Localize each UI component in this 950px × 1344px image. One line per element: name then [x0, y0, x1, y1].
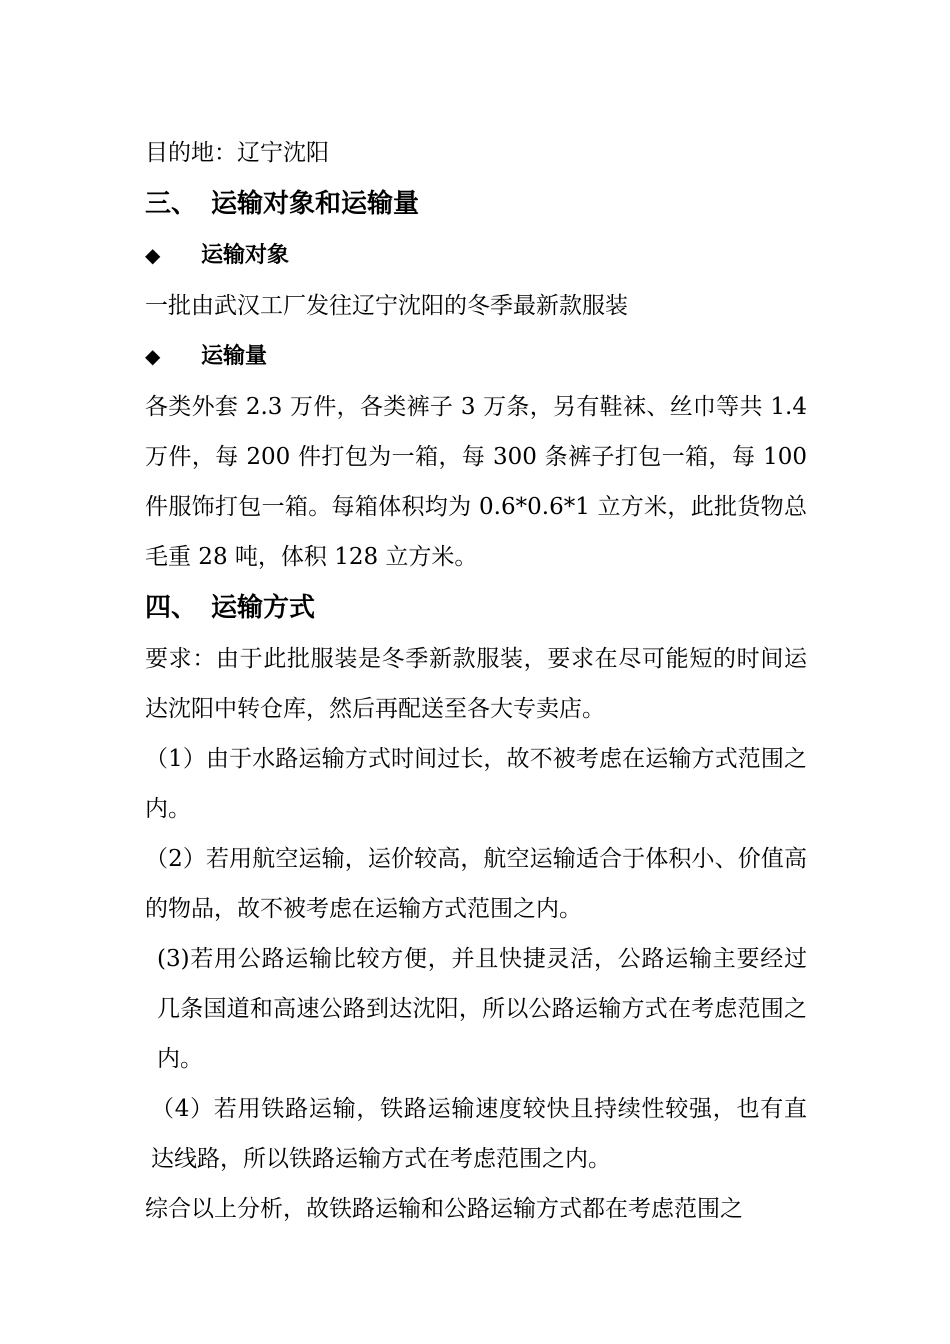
section-4-number: 四、 — [145, 593, 198, 623]
diamond-bullet-icon: ◆ — [145, 243, 161, 267]
subheading-transport-volume — [145, 331, 807, 382]
section-4-heading — [145, 582, 807, 634]
subheading-transport-volume-title: 运输量 — [201, 344, 268, 369]
transport-volume-text: 各类外套 2.3 万件，各类裤子 3 万条，另有鞋袜、丝巾等共 1.4 万件，每 200 件打包为一箱，每 300 条裤子打包一箱，每 100 件服饰打包一箱。每箱体积均为 0.6*0.6*1 立方米，此批货物总毛重 28 吨，体积 128 立方米。 — [145, 394, 807, 570]
requirement-text: 要求：由于此批服装是冬季新款服装，要求在尽可能短的时间运达沈阳中转仓库，然后再配送至各大专卖店。 — [145, 646, 807, 722]
transport-object-text: 一批由武汉工厂发往辽宁沈阳的冬季最新款服装 — [145, 293, 628, 319]
transport-option-2: （2）若用航空运输，运价较高，航空运输适合于体积小、价值高的物品，故不被考虑在运输方式范围之内。 — [145, 846, 807, 922]
transport-option-1: （1）由于水路运输方式时间过长，故不被考虑在运输方式范围之内。 — [145, 746, 807, 822]
section-3-title: 运输对象和运输量 — [211, 189, 420, 219]
section-3-number: 三、 — [145, 189, 198, 219]
subheading-transport-object-title: 运输对象 — [201, 243, 290, 268]
diamond-bullet-icon: ◆ — [145, 344, 161, 368]
conclusion-text: 综合以上分析，故铁路运输和公路运输方式都在考虑范围之 — [145, 1196, 743, 1222]
document-body — [145, 128, 807, 1234]
subheading-transport-object — [145, 230, 807, 281]
section-3-heading — [145, 178, 807, 230]
transport-option-4: （4）若用铁路运输，铁路运输速度较快且持续性较强，也有直达线路，所以铁路运输方式在考虑范围之内。 — [151, 1096, 807, 1172]
destination-line: 目的地：辽宁沈阳 — [145, 140, 329, 166]
section-4-title: 运输方式 — [211, 593, 316, 623]
transport-option-3: (3)若用公路运输比较方便，并且快捷灵活，公路运输主要经过几条国道和高速公路到达沈阳，所以公路运输方式在考虑范围之内。 — [157, 946, 807, 1072]
